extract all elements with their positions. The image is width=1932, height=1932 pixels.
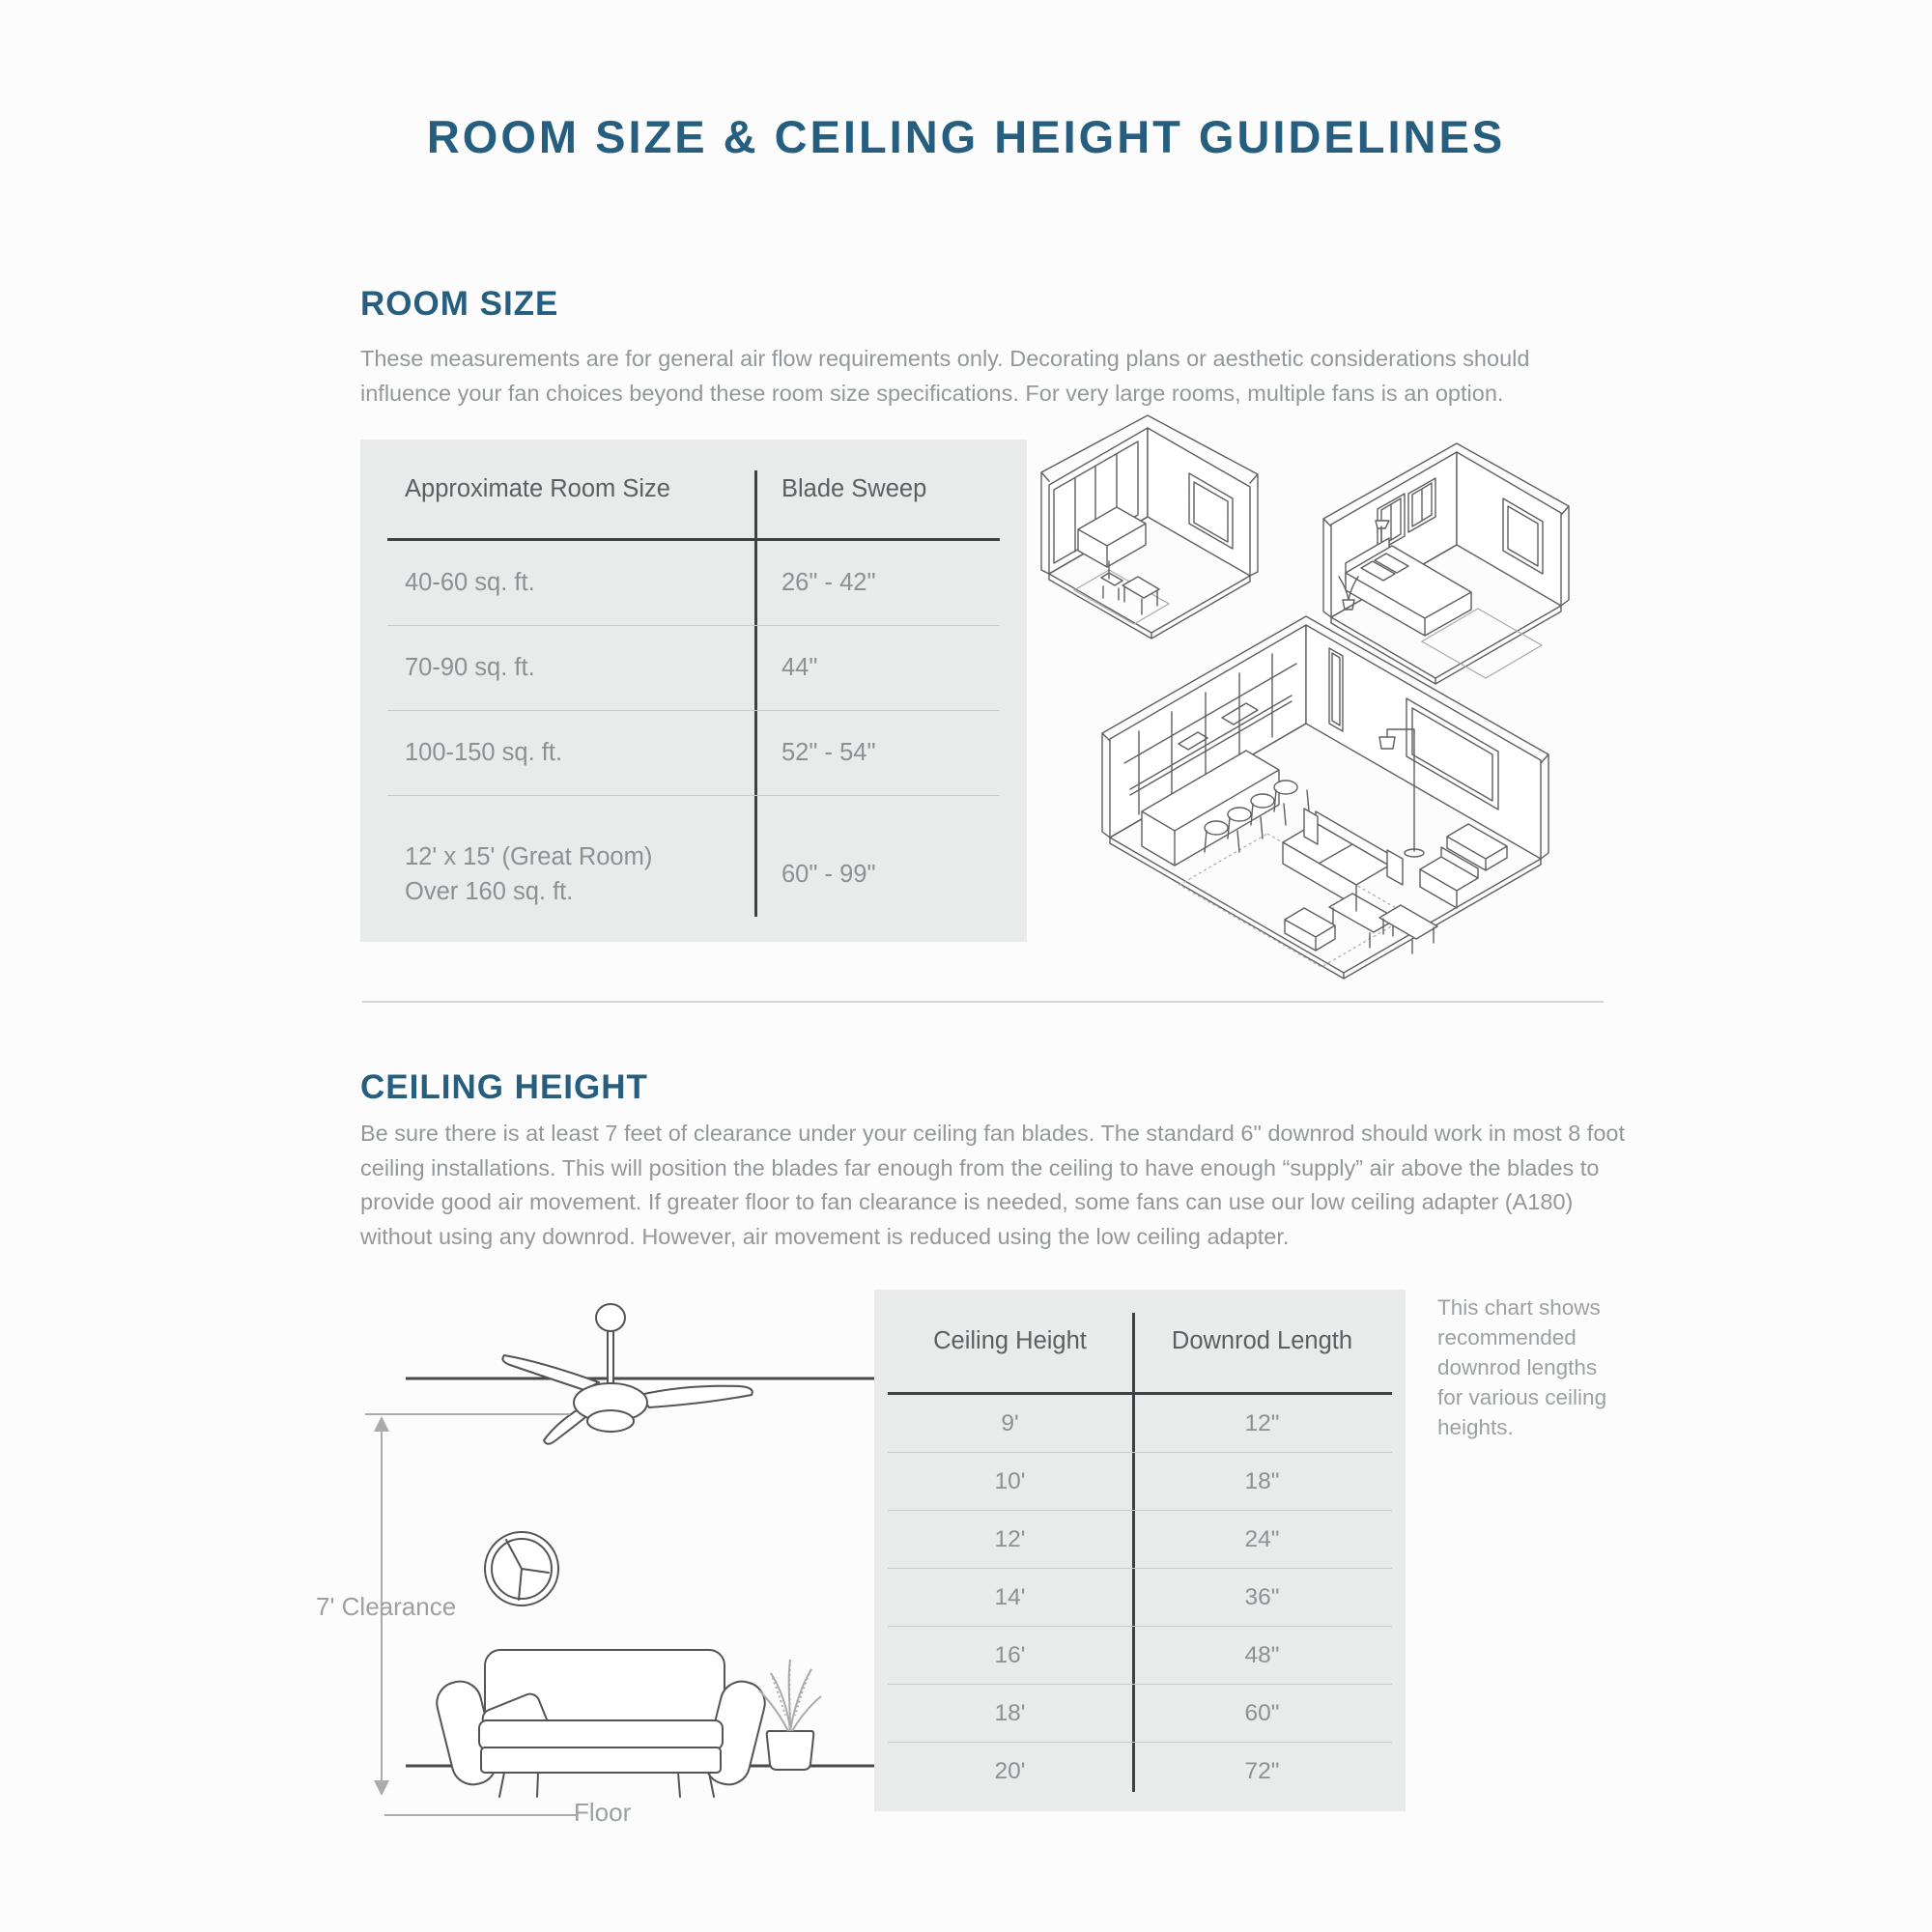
downrod-length-cell: 60" [1244,1699,1280,1726]
table-row [888,1569,1392,1627]
section-divider [362,1001,1604,1003]
room-size-table-header-sweep: Blade Sweep [781,474,927,502]
ceiling-height-cell: 20' [994,1757,1026,1784]
ceiling-height-table [874,1290,1406,1811]
room-size-cell [387,839,754,909]
blade-sweep-cell: 26" - 42" [781,569,876,596]
downrod-note: This chart shows recommended downrod lengths for various ceiling heights. [1437,1295,1607,1439]
downrod-length-cell: 12" [1244,1409,1280,1436]
downrod-length-header: Downrod Length [1171,1326,1353,1354]
ceiling-height-cell: 12' [994,1525,1026,1552]
clearance-label: 7' Clearance [316,1592,457,1621]
table-row [888,1395,1392,1453]
room-size-table-body [387,541,1000,952]
fan-clearance-diagram [299,1294,898,1835]
small-room-illustration [1041,415,1258,639]
table-row [387,541,1000,626]
room-size-table-header-row [387,440,1000,538]
blade-sweep-cell: 52" - 54" [781,739,876,766]
table-row [888,1627,1392,1685]
ceiling-height-cell: 10' [994,1467,1026,1494]
floor-label: Floor [574,1798,632,1827]
ceiling-height-header: Ceiling Height [933,1326,1087,1354]
plant-icon [759,1660,821,1770]
table-row [888,1511,1392,1569]
downrod-length-cell: 18" [1244,1467,1280,1494]
sofa-icon [433,1650,770,1797]
table-row [387,626,1000,711]
table-row [888,1743,1392,1800]
downrod-length-cell: 72" [1244,1757,1280,1784]
ceiling-height-cell: 14' [994,1583,1026,1610]
blade-sweep-cell: 60" - 99" [781,860,876,888]
downrod-length-cell: 36" [1244,1583,1280,1610]
table-row [888,1685,1392,1743]
blade-sweep-cell: 44" [781,654,818,681]
room-size-cell: 70-90 sq. ft. [405,654,535,681]
room-size-heading: ROOM SIZE [360,285,559,323]
room-size-cell: 40-60 sq. ft. [405,569,535,596]
downrod-length-cell: 48" [1244,1641,1280,1668]
table-row [888,1453,1392,1511]
ceiling-height-description: Be sure there is at least 7 feet of clearance under your ceiling fan blades. The standard 6" downrod should work in most 8 foot ceiling installations. This will position the blades far enough from the ceiling to have enough “supply” air above the blades to provide good air movement. If greater floor to fan clearance is needed, some fans can use our low ceiling adapter (A180) without using any downrod. However, air movement is reduced using the low ceiling adapter. [360,1121,1626,1249]
ceiling-height-table-header-row [888,1290,1392,1392]
ceiling-height-heading: CEILING HEIGHT [360,1068,648,1106]
room-size-cell-line1: 12' x 15' (Great Room) [405,843,653,870]
living-room-illustration [1102,616,1548,979]
ceiling-height-cell: 9' [1001,1409,1019,1436]
room-size-cell: 100-150 sq. ft. [405,739,563,766]
table-row [387,796,1000,952]
ceiling-height-table-body [888,1395,1392,1800]
ceiling-fan-icon [502,1304,752,1444]
rooms-illustration [1024,411,1623,990]
downrod-length-cell: 24" [1244,1525,1280,1552]
clock-icon [485,1532,558,1605]
table-row [387,711,1000,796]
room-size-cell-line2: Over 160 sq. ft. [405,878,574,905]
ceiling-height-cell: 16' [994,1641,1026,1668]
room-size-table-header-size: Approximate Room Size [405,474,670,502]
ceiling-height-cell: 18' [994,1699,1026,1726]
page-title: ROOM SIZE & CEILING HEIGHT GUIDELINES [426,111,1506,162]
room-size-description: These measurements are for general air flow requirements only. Decorating plans or aesthetic considerations should influence your fan choices beyond these room size specifications. For very large rooms, multiple fans is an option. [360,346,1530,406]
room-size-table [360,440,1027,942]
